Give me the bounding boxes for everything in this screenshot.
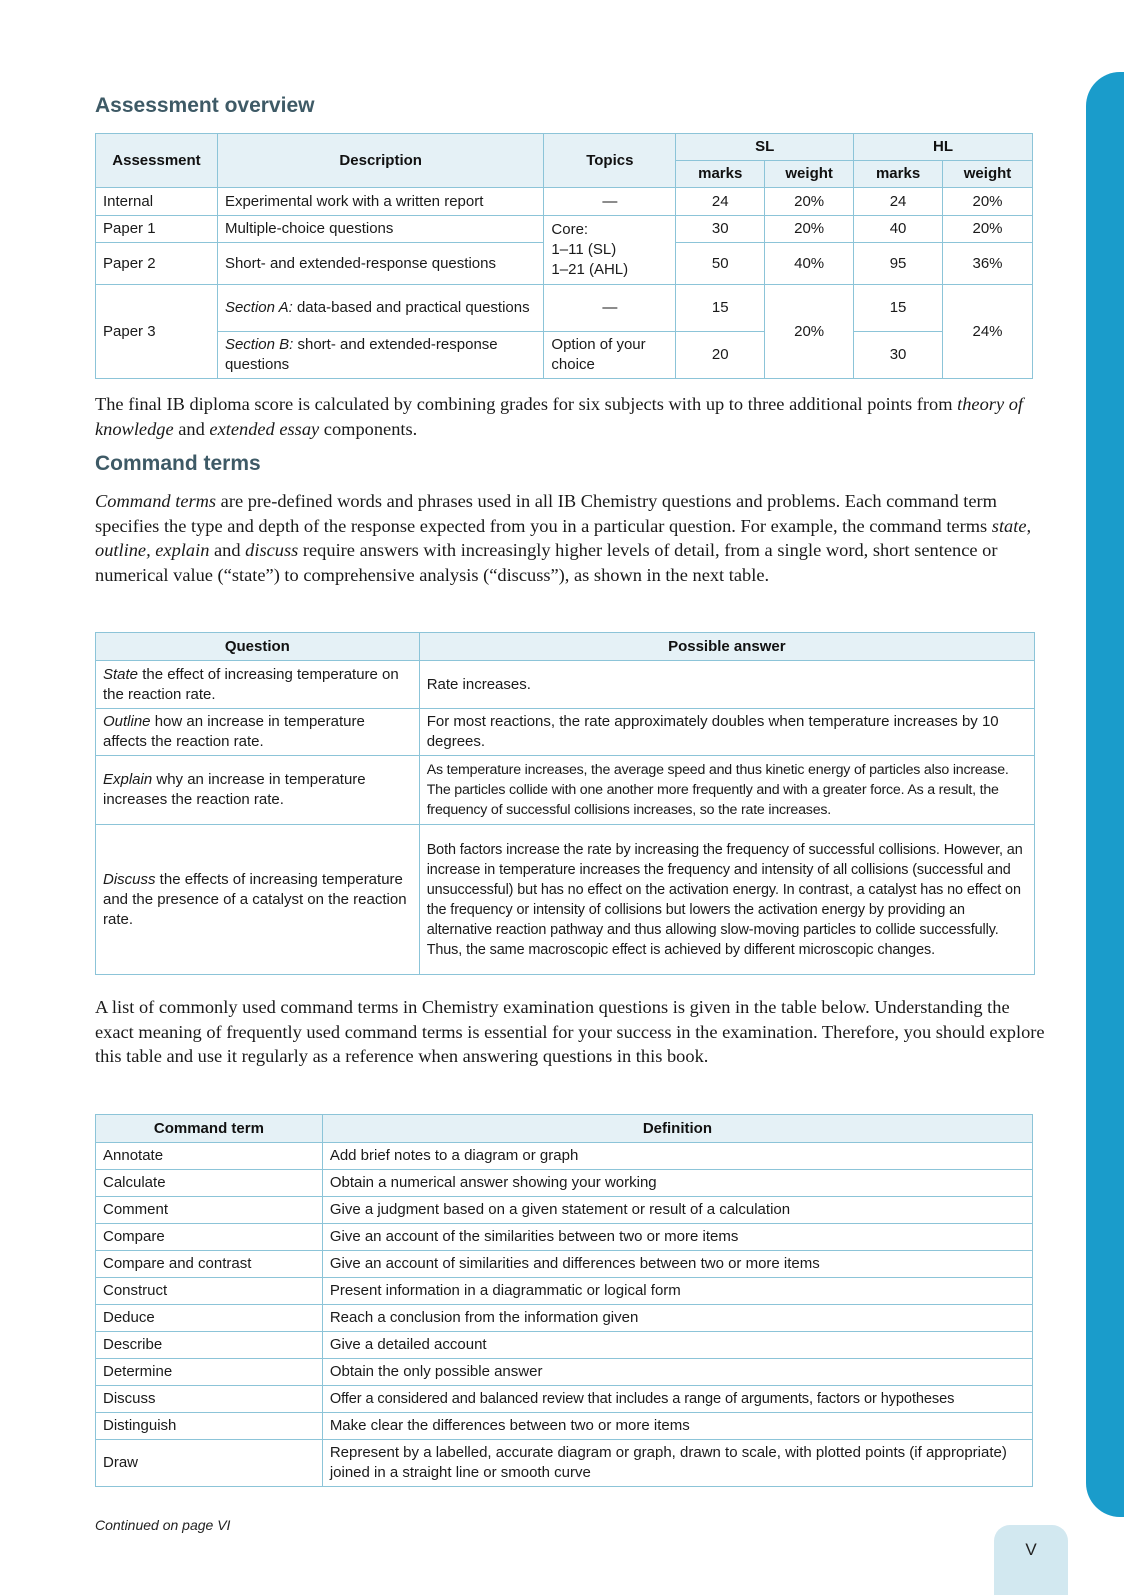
term-cell: Comment <box>96 1197 323 1224</box>
term-cell: Determine <box>96 1359 323 1386</box>
header-definition: Definition <box>322 1115 1032 1143</box>
row-hl-weight: 20% <box>943 188 1033 216</box>
definition-cell: Give a judgment based on a given statement or result of a calculation <box>322 1197 1032 1224</box>
header-command-term: Command term <box>96 1115 323 1143</box>
command-term-definitions-table <box>95 1114 1033 1487</box>
definition-cell: Offer a considered and balanced review that includes a range of arguments, factors or hypotheses <box>322 1386 1032 1413</box>
command-terms-heading: Command terms <box>95 452 261 475</box>
row-sl-weight: 40% <box>765 243 854 285</box>
definition-cell: Give an account of the similarities between two or more items <box>322 1224 1032 1251</box>
section-b-label: Section B: <box>224 336 294 353</box>
header-hl-marks: marks <box>854 161 943 188</box>
question-cell: Discuss the effects of increasing temperature and the presence of a catalyst on the reaction rate. <box>96 825 420 975</box>
row-name: Paper 2 <box>96 243 218 285</box>
command-terms-intro: Command terms are pre-defined words and phrases used in all IB Chemistry questions and problems. Each command term specifies the type and depth of the response expected from you in a particular question. For example, the command terms state, outline, explain and discuss require answers with increasingly higher levels of detail, from a single word, short sentence or numerical value (“state”) to comprehensive analysis (“discuss”), as shown in the next table. <box>95 491 1032 585</box>
question-cell: Outline how an increase in temperature affects the reaction rate. <box>96 709 420 756</box>
definition-cell: Obtain the only possible answer <box>322 1359 1032 1386</box>
row-hl-marks: 15 <box>854 285 943 332</box>
assessment-overview-heading: Assessment overview <box>95 94 315 117</box>
table-row <box>96 1413 1033 1440</box>
core-topics-cell <box>544 216 676 285</box>
definition-cell: Add brief notes to a diagram or graph <box>322 1143 1032 1170</box>
row-sl-marks: 30 <box>676 216 765 243</box>
command-terms-list-paragraph: A list of commonly used command terms in Chemistry examination questions is given in the table below. Understanding the exact meaning of frequently used command terms is essential for your success in the examination. Therefore, you should explore this table and use it regularly as a reference when answering questions in this book. <box>95 997 1045 1066</box>
definition-cell: Present information in a diagrammatic or logical form <box>322 1278 1032 1305</box>
section-a-label: Section A: <box>224 299 293 316</box>
core-topics-line: Core: <box>551 221 589 238</box>
row-topics: — <box>544 285 676 332</box>
diploma-score-paragraph: The final IB diploma score is calculated by combining grades for six subjects with up to three additional points from theory of knowledge and extended essay components. <box>95 394 1024 439</box>
assessment-overview-table <box>95 133 1033 379</box>
term-cell: Discuss <box>96 1386 323 1413</box>
term-cell: Compare and contrast <box>96 1251 323 1278</box>
term-cell: Compare <box>96 1224 323 1251</box>
row-hl-marks: 30 <box>854 332 943 379</box>
row-name: Internal <box>96 188 218 216</box>
row-topics: Option of your choice <box>544 332 676 379</box>
table-row <box>96 1197 1033 1224</box>
header-sl: SL <box>676 134 854 161</box>
core-topics-line: 1–21 (AHL) <box>551 261 629 278</box>
question-cell: Explain why an increase in temperature increases the reaction rate. <box>96 756 420 825</box>
row-hl-marks: 40 <box>854 216 943 243</box>
row-hl-weight: 24% <box>943 285 1033 379</box>
table-row <box>96 1359 1033 1386</box>
table-row <box>96 1332 1033 1359</box>
definition-cell: Reach a conclusion from the information given <box>322 1305 1032 1332</box>
row-hl-weight: 20% <box>943 216 1033 243</box>
row-sl-marks: 24 <box>676 188 765 216</box>
term-cell: Deduce <box>96 1305 323 1332</box>
table-row <box>96 1440 1033 1487</box>
header-possible-answer: Possible answer <box>419 633 1034 661</box>
term-cell: Annotate <box>96 1143 323 1170</box>
term-cell: Distinguish <box>96 1413 323 1440</box>
term-cell: Describe <box>96 1332 323 1359</box>
table-row <box>96 1224 1033 1251</box>
section-a-desc: data-based and practical questions <box>296 299 530 316</box>
table-row <box>96 216 1033 243</box>
page-number: V <box>994 1525 1068 1595</box>
table-row <box>96 661 1035 709</box>
row-sl-weight: 20% <box>765 216 854 243</box>
row-sl-marks: 15 <box>676 285 765 332</box>
header-description: Description <box>217 134 543 188</box>
row-hl-marks: 24 <box>854 188 943 216</box>
section-b-desc: short- and extended-response questions <box>224 336 498 373</box>
table-row <box>96 332 1033 379</box>
table-row <box>96 1278 1033 1305</box>
continued-note: Continued on page VI <box>95 1517 231 1533</box>
header-topics: Topics <box>544 134 676 188</box>
term-cell: Construct <box>96 1278 323 1305</box>
table-row <box>96 188 1033 216</box>
row-description <box>217 332 543 379</box>
table-row <box>96 1251 1033 1278</box>
table-row <box>96 756 1035 825</box>
header-question: Question <box>96 633 420 661</box>
row-hl-weight: 36% <box>943 243 1033 285</box>
table-row <box>96 285 1033 332</box>
table-row <box>96 825 1035 975</box>
header-sl-marks: marks <box>676 161 765 188</box>
row-hl-marks: 95 <box>854 243 943 285</box>
row-topics: — <box>544 188 676 216</box>
definition-cell: Obtain a numerical answer showing your working <box>322 1170 1032 1197</box>
row-name: Paper 3 <box>96 285 218 379</box>
table-row <box>96 1386 1033 1413</box>
row-sl-marks: 20 <box>676 332 765 379</box>
row-description: Multiple-choice questions <box>217 216 543 243</box>
side-tab-bar <box>1086 72 1124 1517</box>
header-hl: HL <box>854 134 1033 161</box>
answer-cell: Both factors increase the rate by increasing the frequency of successful collisions. However, an increase in temperature increases the frequency and intensity of all collisions (successful and unsuccessful) but has no effect on the activation energy. In contrast, a catalyst has no effect on the frequency or intensity of collisions but lowers the activation energy by providing an alternative reaction pathway and thus allowing slow-moving particles to collide successfully. Thus, the same macroscopic effect is achieved by different microscopic changes. <box>419 825 1034 975</box>
row-sl-weight: 20% <box>765 285 854 379</box>
term-cell: Calculate <box>96 1170 323 1197</box>
table-row <box>96 1170 1033 1197</box>
table-row <box>96 1143 1033 1170</box>
row-sl-weight: 20% <box>765 188 854 216</box>
definition-cell: Represent by a labelled, accurate diagram or graph, drawn to scale, with plotted points (if appropriate) joined in a straight line or smooth curve <box>322 1440 1032 1487</box>
core-topics-line: 1–11 (SL) <box>551 241 617 258</box>
row-name: Paper 1 <box>96 216 218 243</box>
header-assessment: Assessment <box>96 134 218 188</box>
header-hl-weight: weight <box>943 161 1033 188</box>
row-description: Short- and extended-response questions <box>217 243 543 285</box>
row-sl-marks: 50 <box>676 243 765 285</box>
row-description: Experimental work with a written report <box>217 188 543 216</box>
answer-cell: As temperature increases, the average speed and thus kinetic energy of particles also increase. The particles collide with one another more frequently and with a greater force. As a result, the frequency of successful collisions increases, so the rate increases. <box>419 756 1034 825</box>
table-row <box>96 709 1035 756</box>
definition-cell: Make clear the differences between two or more items <box>322 1413 1032 1440</box>
definition-cell: Give a detailed account <box>322 1332 1032 1359</box>
answer-cell: Rate increases. <box>419 661 1034 709</box>
header-sl-weight: weight <box>765 161 854 188</box>
question-answer-table <box>95 632 1035 975</box>
question-cell: State the effect of increasing temperature on the reaction rate. <box>96 661 420 709</box>
term-cell: Draw <box>96 1440 323 1487</box>
definition-cell: Give an account of similarities and differences between two or more items <box>322 1251 1032 1278</box>
answer-cell: For most reactions, the rate approximately doubles when temperature increases by 10 degrees. <box>419 709 1034 756</box>
table-row <box>96 1305 1033 1332</box>
row-description <box>217 285 543 332</box>
